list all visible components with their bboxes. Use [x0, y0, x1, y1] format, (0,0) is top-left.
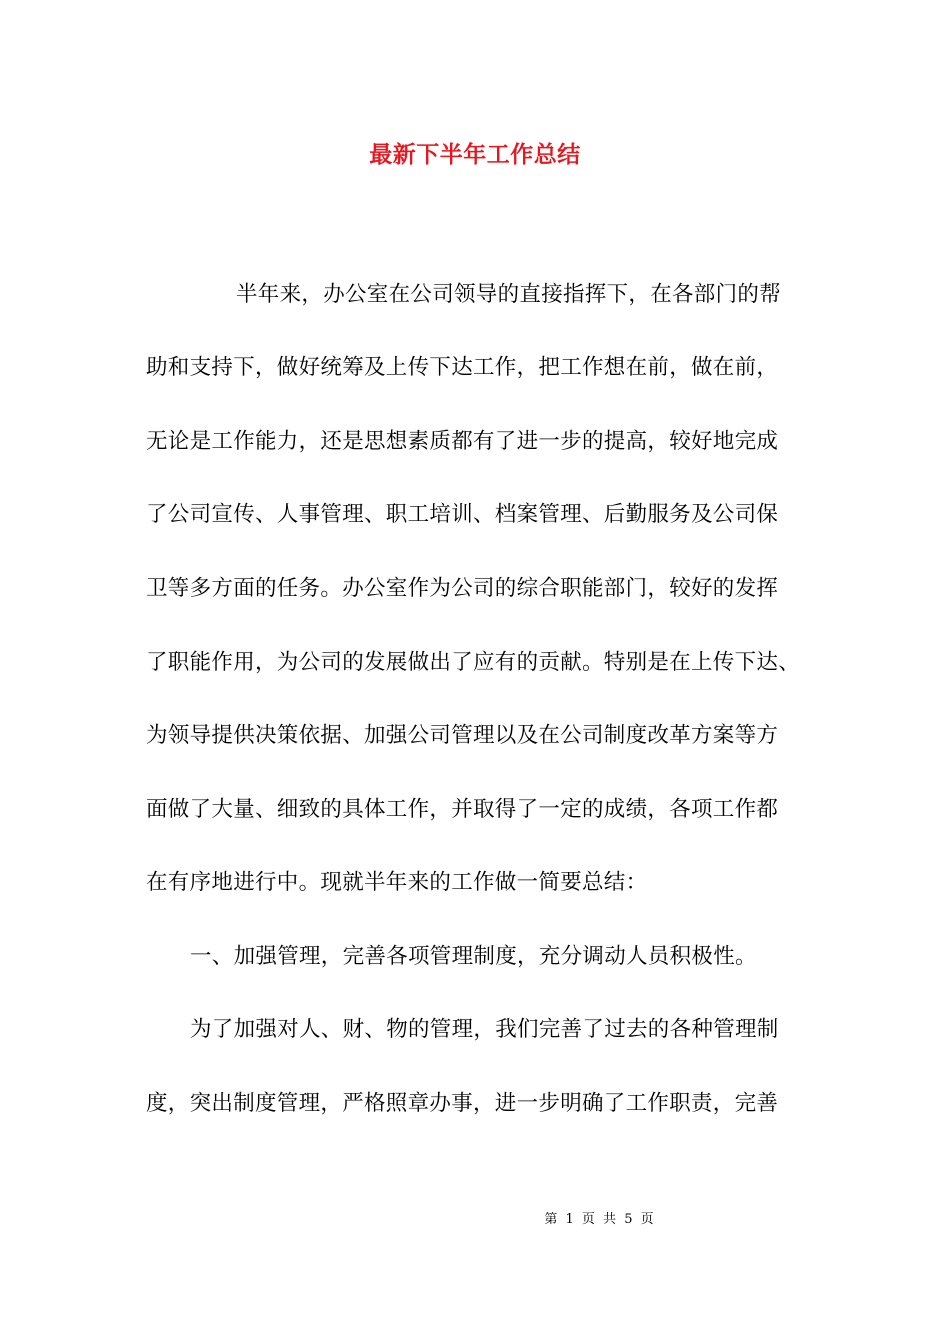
paragraph-line: 卫等多方面的任务。办公室作为公司的综合职能部门，较好的发挥	[146, 576, 779, 601]
paragraph-line: 在有序地进行中。现就半年来的工作做一简要总结：	[146, 870, 648, 895]
section-heading: 一、加强管理，完善各项管理制度，充分调动人员积极性。	[190, 944, 757, 969]
paragraph-line: 为了加强对人、财、物的管理，我们完善了过去的各种管理制	[190, 1017, 779, 1042]
paragraph-line: 面做了大量、细致的具体工作，并取得了一定的成绩，各项工作都	[146, 797, 779, 822]
paragraph-line: 助和支持下，做好统筹及上传下达工作，把工作想在前，做在前，	[146, 355, 779, 380]
document-title: 最新下半年工作总结	[369, 142, 581, 168]
paragraph-line: 度，突出制度管理，严格照章办事，进一步明确了工作职责，完善	[146, 1091, 779, 1116]
paragraph-line: 为领导提供决策依据、加强公司管理以及在公司制度改革方案等方	[146, 723, 779, 748]
paragraph-line: 半年来，办公室在公司领导的直接指挥下，在各部门的帮	[236, 282, 782, 307]
paragraph-line: 了公司宣传、人事管理、职工培训、档案管理、后勤服务及公司保	[146, 502, 779, 527]
paragraph-line: 了职能作用，为公司的发展做出了应有的贡献。特别是在上传下达、	[146, 650, 801, 675]
page-number-footer: 第 1 页 共 5 页	[544, 1212, 656, 1227]
paragraph-line: 无论是工作能力，还是思想素质都有了进一步的提高，较好地完成	[146, 429, 779, 454]
